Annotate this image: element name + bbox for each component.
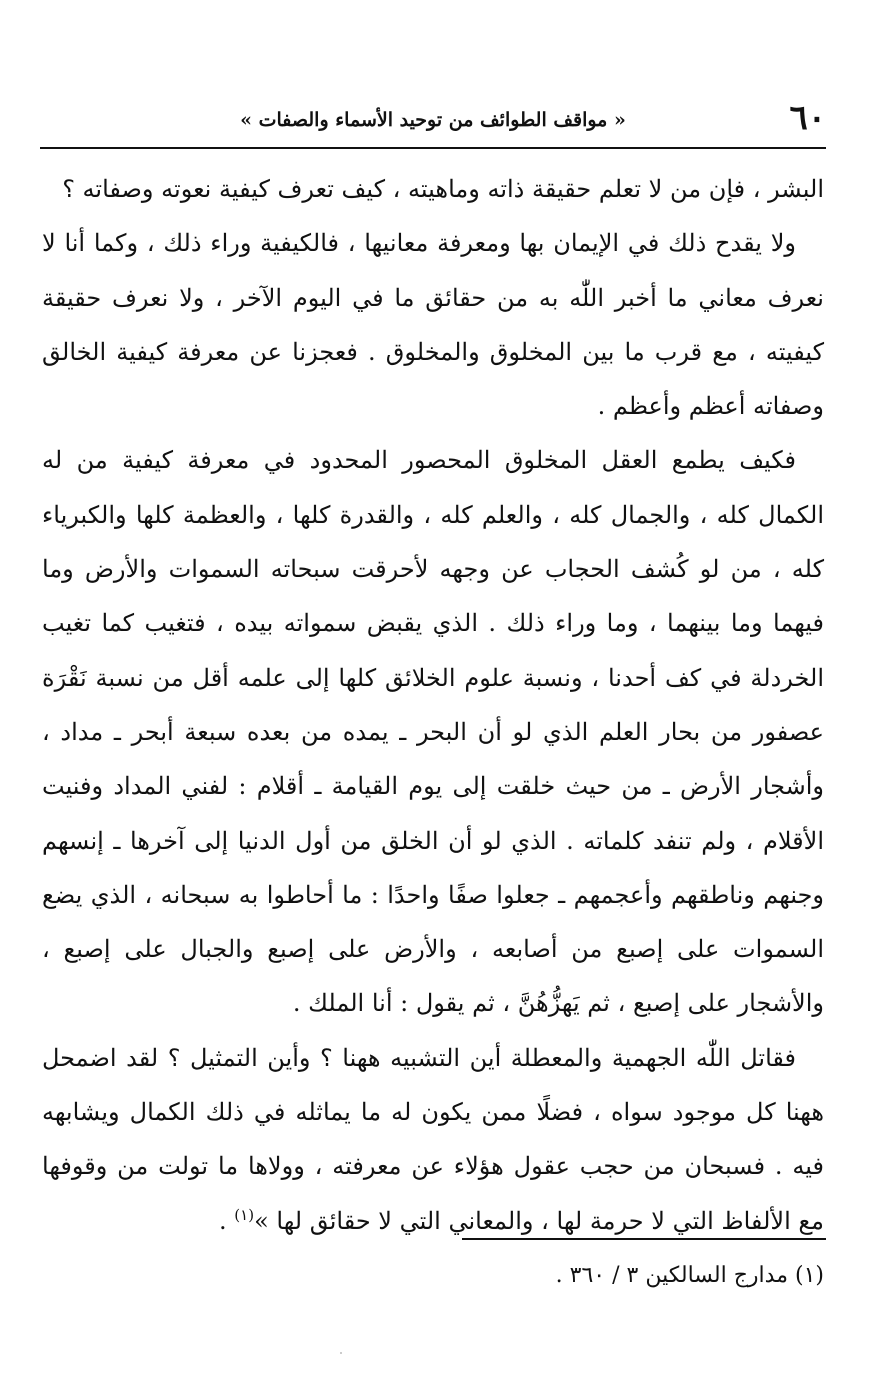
paragraph-3: فكيف يطمع العقل المخلوق المحصور المحدود في معرفة كيفية من له الكمال كله ، والجمال كله ، والعلم كله ، والقدرة كلها ، والعظمة كلها والكبرياء كله ، من لو كُشف الحجاب عن وجهه لأحرقت سبحاته السموات والأرض وما فيهما وما بينهما ، وما وراء ذلك . الذي يقبض سمواته بيده ، فتغيب كما تغيب الخردلة في كف أحدنا ، ونسبة علوم الخلائق كلها إلى علمه أقل من نسبة نَقْرَة عصفور من بحار العلم الذي لو أن البحر ـ يمده من بعده سبعة أبحر ـ مداد ، وأشجار الأرض ـ من حيث خلقت إلى يوم القيامة ـ أقلام : لفني المداد وفنيت الأقلام ، ولم تنفد كلماته . الذي لو أن الخلق من أول الدنيا إلى آخرها ـ إنسهم وجنهم وناطقهم وأعجمهم ـ جعلوا صفًا واحدًا : ما أحاطوا به سبحانه ، الذي يضع السموات على إصبع من أصابعه ، والأرض على إصبع والجبال على إصبع ، والأشجار على إصبع ، ثم يَهزُّهُنَّ ، ثم يقول : أنا الملك . <box>42 446 825 1018</box>
footnote-reference: (١) <box>234 1205 255 1224</box>
footnote-divider <box>462 1238 826 1240</box>
paragraph-4-end: . <box>219 1206 235 1235</box>
header-divider <box>40 147 826 149</box>
page-number: ٦٠ <box>789 98 826 138</box>
running-title: « مواقف الطوائف من توحيد الأسماء والصفات » <box>240 109 626 131</box>
footnote: (١) مدارج السالكين ٣ / ٣٦٠ . <box>555 1263 824 1288</box>
main-text <box>42 162 824 1248</box>
scan-speck <box>340 1352 342 1354</box>
paragraph-4 <box>42 1031 824 1248</box>
paragraph-1: البشر ، فإن من لا تعلم حقيقة ذاته وماهيته ، كيف تعرف كيفية نعوته وصفاته ؟ <box>62 175 824 203</box>
running-header <box>40 96 826 146</box>
paragraph-4-text: فقاتل اللّٰه الجهمية والمعطلة أين التشبيه ههنا ؟ وأين التمثيل ؟ لقد اضمحل ههنا كل موجود سواه ، فضلًا ممن يكون له ما يماثله في ذلك الكمال ويشابهه فيه . فسبحان من حجب عقول هؤلاء عن معرفته ، وولاها ما تولت من وقوفها مع الألفاظ التي لا حرمة لها ، والمعاني التي لا حقائق لها » <box>42 1043 824 1235</box>
paragraph-2: ولا يقدح ذلك في الإيمان بها ومعرفة معانيها ، فالكيفية وراء ذلك ، وكما أنا لا نعرف معاني ما أخبر اللّٰه به من حقائق ما في اليوم الآخر ، ولا نعرف حقيقة كيفيته ، مع قرب ما بين المخلوق والمخلوق . فعجزنا عن معرفة كيفية الخالق وصفاته أعظم وأعظم . <box>42 229 824 421</box>
